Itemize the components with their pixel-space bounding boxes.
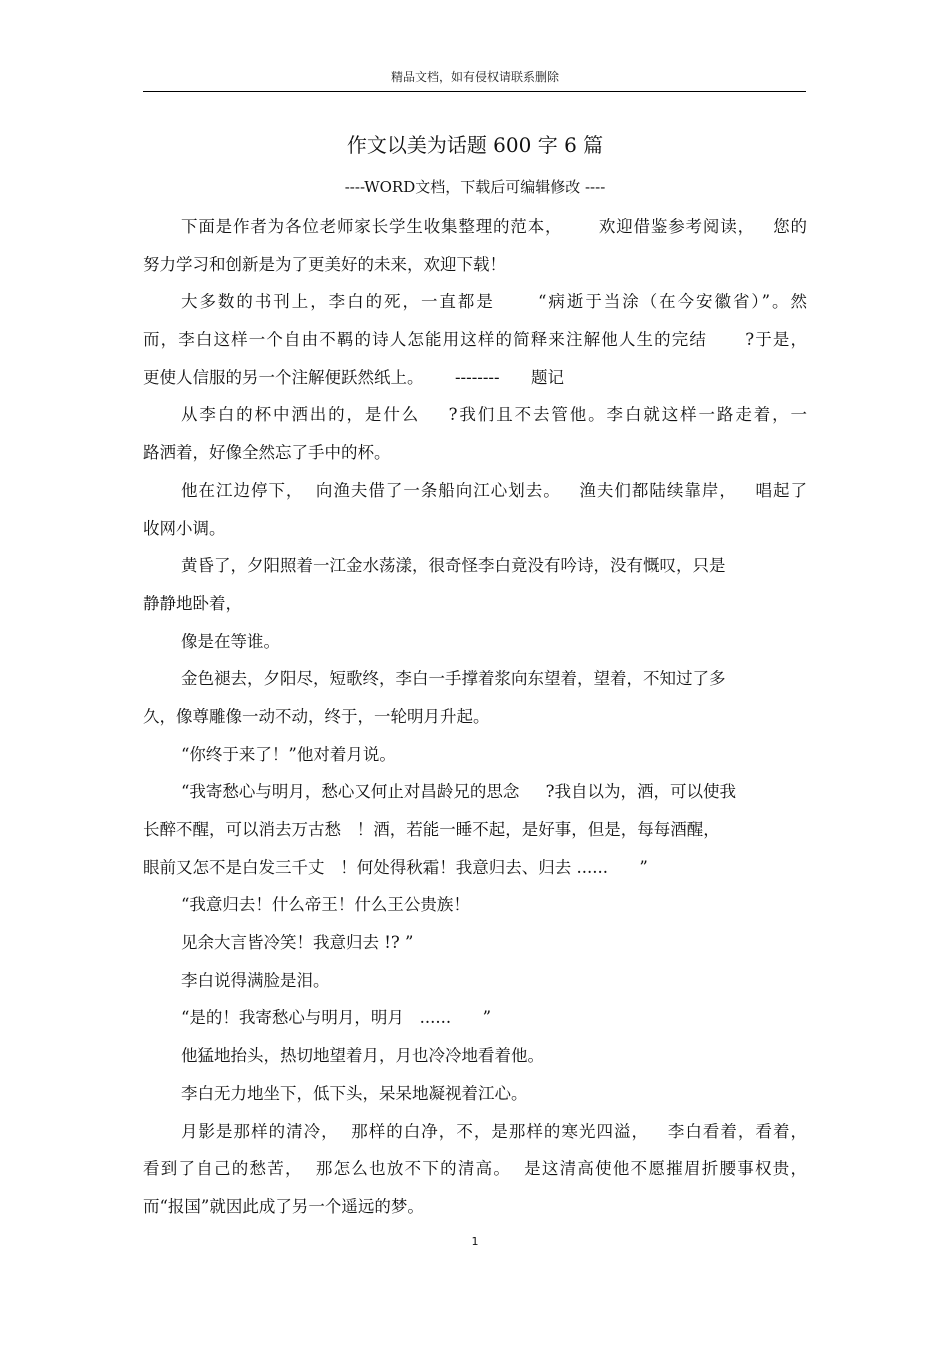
text-line: 静静地卧着， bbox=[143, 593, 242, 613]
header-rule bbox=[143, 91, 806, 92]
text-line: 他在江边停下， 向渔夫借了一条船向江心划去。 渔夫们都陆续靠岸， 唱起了 bbox=[181, 480, 807, 500]
text-line: 他猛地抬头，热切地望着月，月也冷冷地看着他。 bbox=[181, 1046, 544, 1066]
text-line: 从李白的杯中洒出的，是什么 ?我们且不去管他。李白就这样一路走着，一 bbox=[181, 405, 807, 425]
text-line: 努力学习和创新是为了更美好的未来，欢迎下载！ bbox=[143, 254, 506, 274]
text-line: 黄昏了，夕阳照着一江金水荡漾，很奇怪李白竟没有吟诗，没有慨叹，只是 bbox=[181, 556, 726, 576]
text-line: 李白说得满脸是泪。 bbox=[181, 970, 330, 990]
text-line: 见余大言皆冷笑！我意归去 !? ” bbox=[181, 933, 414, 953]
text-line: “你终于来了！”他对着月说。 bbox=[181, 744, 396, 764]
text-line: 金色褪去，夕阳尽，短歌终，李白一手撑着浆向东望着，望着，不知过了多 bbox=[181, 669, 726, 689]
text-line: 李白无力地坐下，低下头，呆呆地凝视着江心。 bbox=[181, 1083, 528, 1103]
text-line: 路洒着，好像全然忘了手中的杯。 bbox=[143, 443, 391, 463]
text-line: 久，像尊雕像一动不动，终于，一轮明月升起。 bbox=[143, 706, 490, 726]
page-header: 精品文档，如有侵权请联系删除 bbox=[390, 70, 559, 84]
document-body bbox=[143, 208, 807, 1226]
text-line: 下面是作者为各位老师家长学生收集整理的范本， 欢迎借鉴参考阅读， 您的 bbox=[181, 217, 807, 236]
page-number: 1 bbox=[471, 1235, 479, 1248]
text-line: 长醉不醒，可以消去万古愁 ！酒，若能一睡不起，是好事，但是，每每酒醒， bbox=[143, 820, 720, 839]
text-line: 更使人信服的另一个注解便跃然纸上。 -------- 题记 bbox=[143, 367, 565, 387]
document-subtitle: ----WORD文档，下载后可编辑修改 ---- bbox=[344, 178, 606, 196]
text-line: 月影是那样的清冷， 那样的白净，不，是那样的寒光四溢， 李白看着，看着， bbox=[181, 1121, 807, 1141]
text-line: “我寄愁心与明月，愁心又何止对昌龄兄的思念 ?我自以为，酒，可以使我 bbox=[181, 782, 737, 802]
text-line: 收网小调。 bbox=[143, 518, 226, 538]
text-line: 大多数的书刊上，李白的死，一直都是 “病逝于当涂（在今安徽省）”。然 bbox=[181, 292, 807, 312]
text-line: 而“报国”就因此成了另一个遥远的梦。 bbox=[143, 1196, 424, 1216]
text-line: 而，李白这样一个自由不羁的诗人怎能用这样的简释来注解他人生的完结 ?于是， bbox=[143, 330, 807, 350]
text-line: 像是在等谁。 bbox=[181, 631, 280, 651]
text-line: 眼前又怎不是白发三千丈 ！何处得秋霜！我意归去、归去 ...... ” bbox=[143, 857, 648, 877]
text-line: “是的！我寄愁心与明月，明月 ...... ” bbox=[181, 1008, 492, 1028]
text-line: 看到了自己的愁苦， 那怎么也放不下的清高。 是这清高使他不愿摧眉折腰事权贵， bbox=[143, 1159, 807, 1179]
text-line: “我意归去！什么帝王！什么王公贵族！ bbox=[181, 895, 470, 915]
document-title: 作文以美为话题 600 字 6 篇 bbox=[346, 133, 604, 157]
